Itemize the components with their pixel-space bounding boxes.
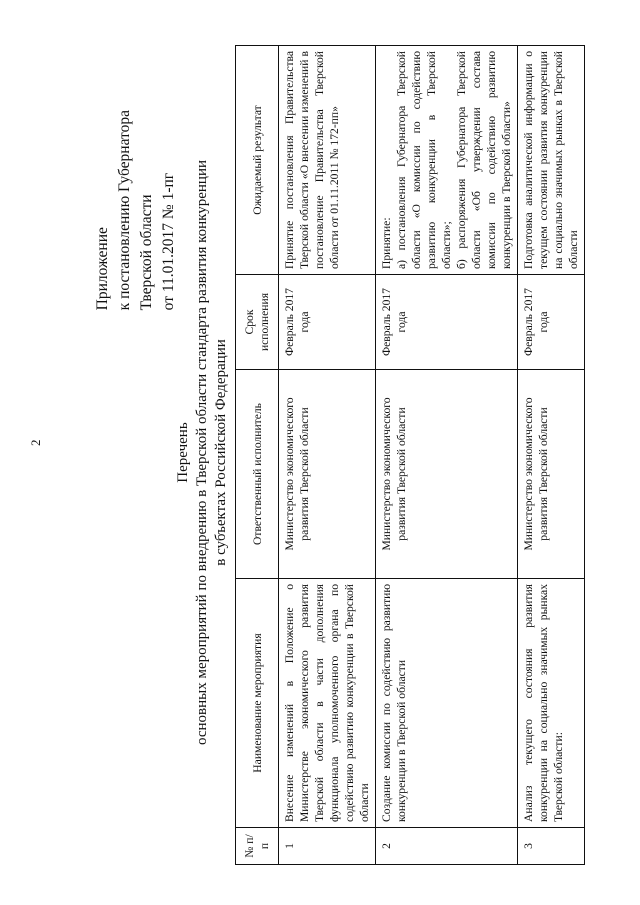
- result-item-b: б) распоряжения Губернатора Тверской области «Об утверждении состава комиссии по содействию развитию конкуренции в Тверской области»: [455, 51, 513, 269]
- header-name: Наименование мероприятия: [236, 579, 279, 828]
- cell-executor: Министерство экономического развития Тверской области: [518, 370, 585, 579]
- page-number: 2: [28, 439, 43, 446]
- cell-term: Февраль 2017 года: [279, 275, 376, 370]
- table-header-row: [236, 46, 279, 865]
- appendix-line: Приложение: [94, 227, 111, 311]
- header-result: Ожидаемый результат: [236, 46, 279, 275]
- cell-name: Анализ текущего состояния развития конкуренции на социально значимых рынках Тверской области:: [518, 579, 585, 828]
- cell-executor: Министерство экономического развития Тверской области: [376, 370, 518, 579]
- title-line: в субъектах Российской Федерации: [213, 339, 229, 566]
- result-item-a: а) постановления Губернатора Тверской области «О комиссии по содействию развитию конкуренции в Тверской области»;: [395, 51, 453, 269]
- appendix-line: к постановлению Губернатора: [116, 110, 133, 311]
- header-term: Срок исполнения: [236, 275, 279, 370]
- cell-result: Подготовка аналитической информации о текущем состоянии развития конкуренции на социально значимых рынках в Тверской области: [518, 46, 585, 275]
- result-intro: Принятие:: [380, 217, 393, 269]
- header-num: № п/п: [236, 828, 279, 865]
- table-row: [518, 46, 585, 865]
- cell-num: 3: [518, 828, 585, 865]
- title-line: основных мероприятий по внедрению в Тверской области стандарта развития конкуренции: [194, 160, 210, 745]
- title-line: Перечень: [175, 422, 191, 483]
- document-title: [174, 40, 231, 865]
- cell-num: 2: [376, 828, 518, 865]
- cell-name: Создание комиссии по содействию развитию конкуренции в Тверской области: [376, 579, 518, 828]
- cell-result: Принятие постановления Правительства Тверской области «О внесении изменений в постановление Правительства Тверской области от 01.11.2011 № 172-пп»: [279, 46, 376, 275]
- cell-executor: Министерство экономического развития Тверской области: [279, 370, 376, 579]
- appendix-block: [92, 110, 180, 310]
- table-row: [376, 46, 518, 865]
- cell-num: 1: [279, 828, 376, 865]
- cell-result: [376, 46, 518, 275]
- appendix-line: Тверской области: [138, 194, 155, 311]
- appendix-line: от 11.01.2017 № 1-пг: [160, 172, 177, 311]
- cell-name: Внесение изменений в Положение о Министерстве экономического развития Тверской области в части дополнения функционала уполномоченного органа по содействию развитию конкуренции в Тверской области: [279, 579, 376, 828]
- measures-table: [235, 45, 585, 865]
- table-row: [279, 46, 376, 865]
- cell-term: Февраль 2017 года: [518, 275, 585, 370]
- header-executor: Ответственный исполнитель: [236, 370, 279, 579]
- cell-term: Февраль 2017 года: [376, 275, 518, 370]
